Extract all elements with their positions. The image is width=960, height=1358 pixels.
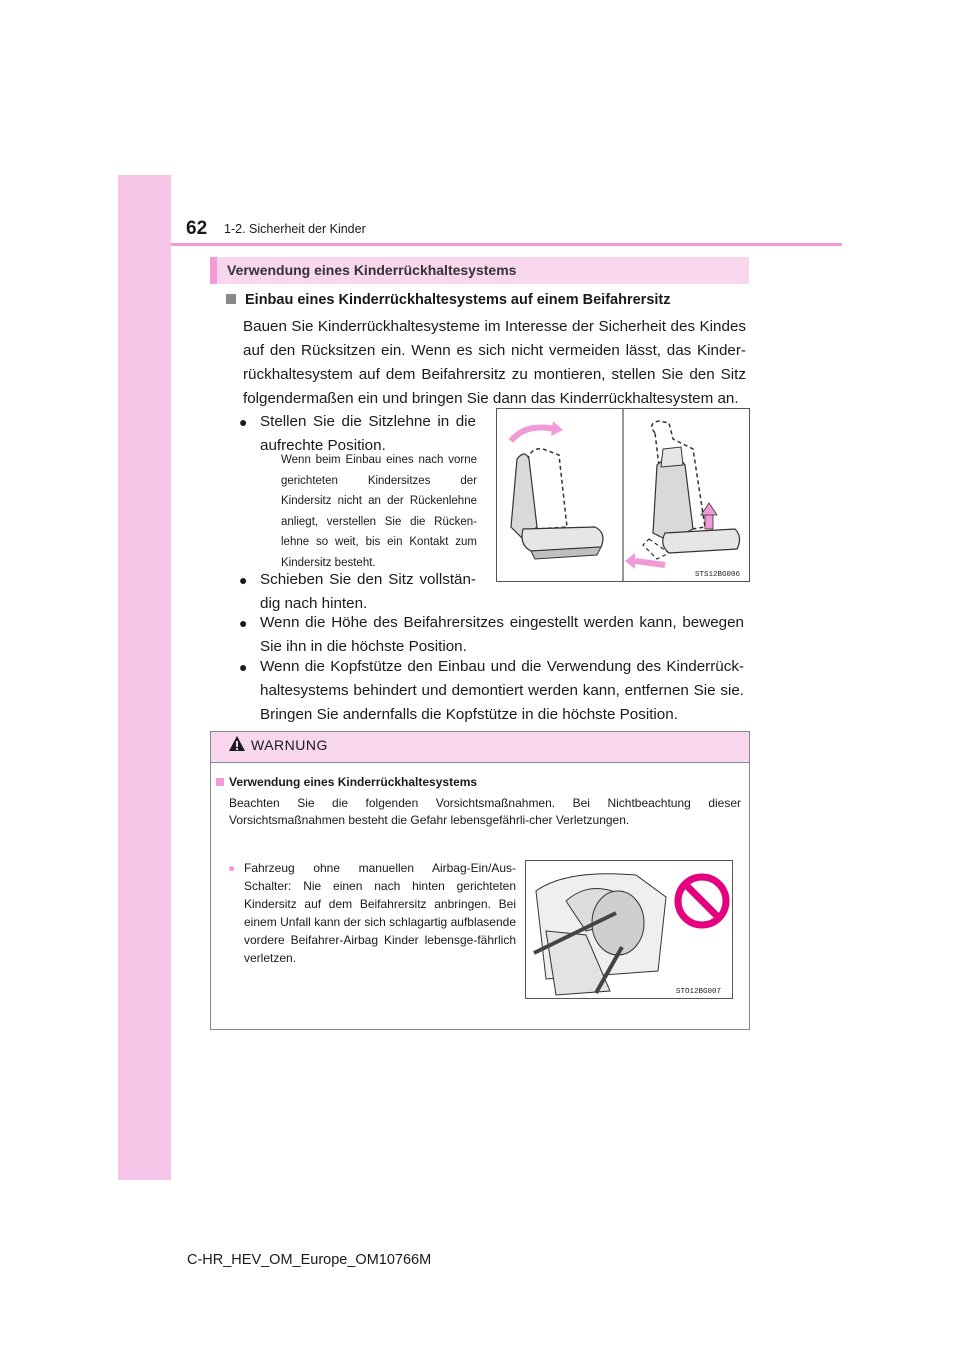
warning-bullet-text: Fahrzeug ohne manuellen Airbag-Ein/Aus-Schalter: Nie einen nach hinten gerichteten Kindersitz auf dem Beifahrersitz anbringen. Bei einem Unfall kann der sich schlagartig aufblasende vordere Beifahrer-Airbag Kinder lebensge-fährlich verletzen. [244, 861, 516, 965]
figure-code: STO12BG007 [676, 988, 722, 996]
bullet-dot-icon: ● [239, 659, 248, 675]
warning-text: Beachten Sie die folgenden Vorsichtsmaßnahmen. Bei Nichtbeachtung dieser Vorsichtsmaßnahmen besteht die Gefahr lebensgefährli-cher Verletzungen. [229, 796, 741, 827]
warning-triangle-icon [228, 735, 246, 752]
sub-heading [226, 292, 670, 308]
bullet-item [239, 568, 476, 616]
page-number: 62 [186, 218, 208, 239]
side-tab-strip [118, 175, 171, 1180]
square-bullet-icon [226, 294, 236, 304]
bullet-item [239, 655, 744, 727]
sub-heading-text: Einbau eines Kinderrückhaltesystems auf einem Beifahrersitz [245, 292, 671, 308]
bullet-dot-icon: ● [228, 861, 236, 875]
bullet-dot-icon: ● [239, 615, 248, 631]
bullet-dot-icon: ● [239, 572, 248, 588]
header-rule [171, 243, 842, 246]
warning-sub-heading-text: Verwendung eines Kinderrückhaltesystems [229, 775, 478, 789]
footer-document-id: C-HR_HEV_OM_Europe_OM10766M [187, 1252, 432, 1268]
square-bullet-icon [216, 778, 224, 786]
bullet-text: Stellen Sie die Sitzlehne in die aufrechte Position. [260, 413, 476, 454]
seat-adjustment-illustration [497, 409, 749, 581]
intro-paragraph: Bauen Sie Kinderrückhaltesysteme im Interesse der Sicherheit des Kindes auf den Rücksitzen ein. Wenn es sich nicht vermeiden lässt, das Kinder-rückhaltesystem auf dem Beifahrersitz zu montieren, stellen Sie den Sitz folgendermaßen ein und bringen Sie dann das Kinderrückhaltesystem an. [243, 318, 746, 407]
airbag-child-seat-illustration [526, 861, 732, 998]
warning-sub-heading [216, 775, 477, 789]
figure-code: STS12BG006 [695, 571, 741, 579]
note-text: Wenn beim Einbau eines nach vorne gerichteten Kindersitzes der Kindersitz nicht an der Rückenlehne anliegt, verstellen Sie die Rücken-lehne so weit, bis ein Kontakt zum Kindersitz besteht. [281, 454, 477, 569]
bullet-text: Schieben Sie den Sitz vollstän-dig nach hinten. [260, 571, 476, 612]
bullet-text: Wenn die Höhe des Beifahrersitzes eingestellt werden kann, bewegen Sie ihn in die höchste Position. [260, 614, 744, 655]
seat-adjustment-figure [496, 408, 750, 582]
airbag-warning-figure [525, 860, 733, 999]
section-heading: Verwendung eines Kinderrückhaltesystems [210, 257, 749, 284]
warning-bullet [228, 859, 516, 967]
warning-title: WARNUNG [251, 737, 328, 753]
bullet-dot-icon: ● [239, 414, 248, 430]
section-label: 1-2. Sicherheit der Kinder [224, 222, 366, 236]
bullet-item [239, 611, 744, 659]
bullet-text: Wenn die Kopfstütze den Einbau und die Verwendung des Kinderrück-haltesystems behindert und demontiert werden kann, entfernen Sie sie. Bringen Sie andernfalls die Kopfstütze in die höchste Position. [260, 658, 744, 723]
